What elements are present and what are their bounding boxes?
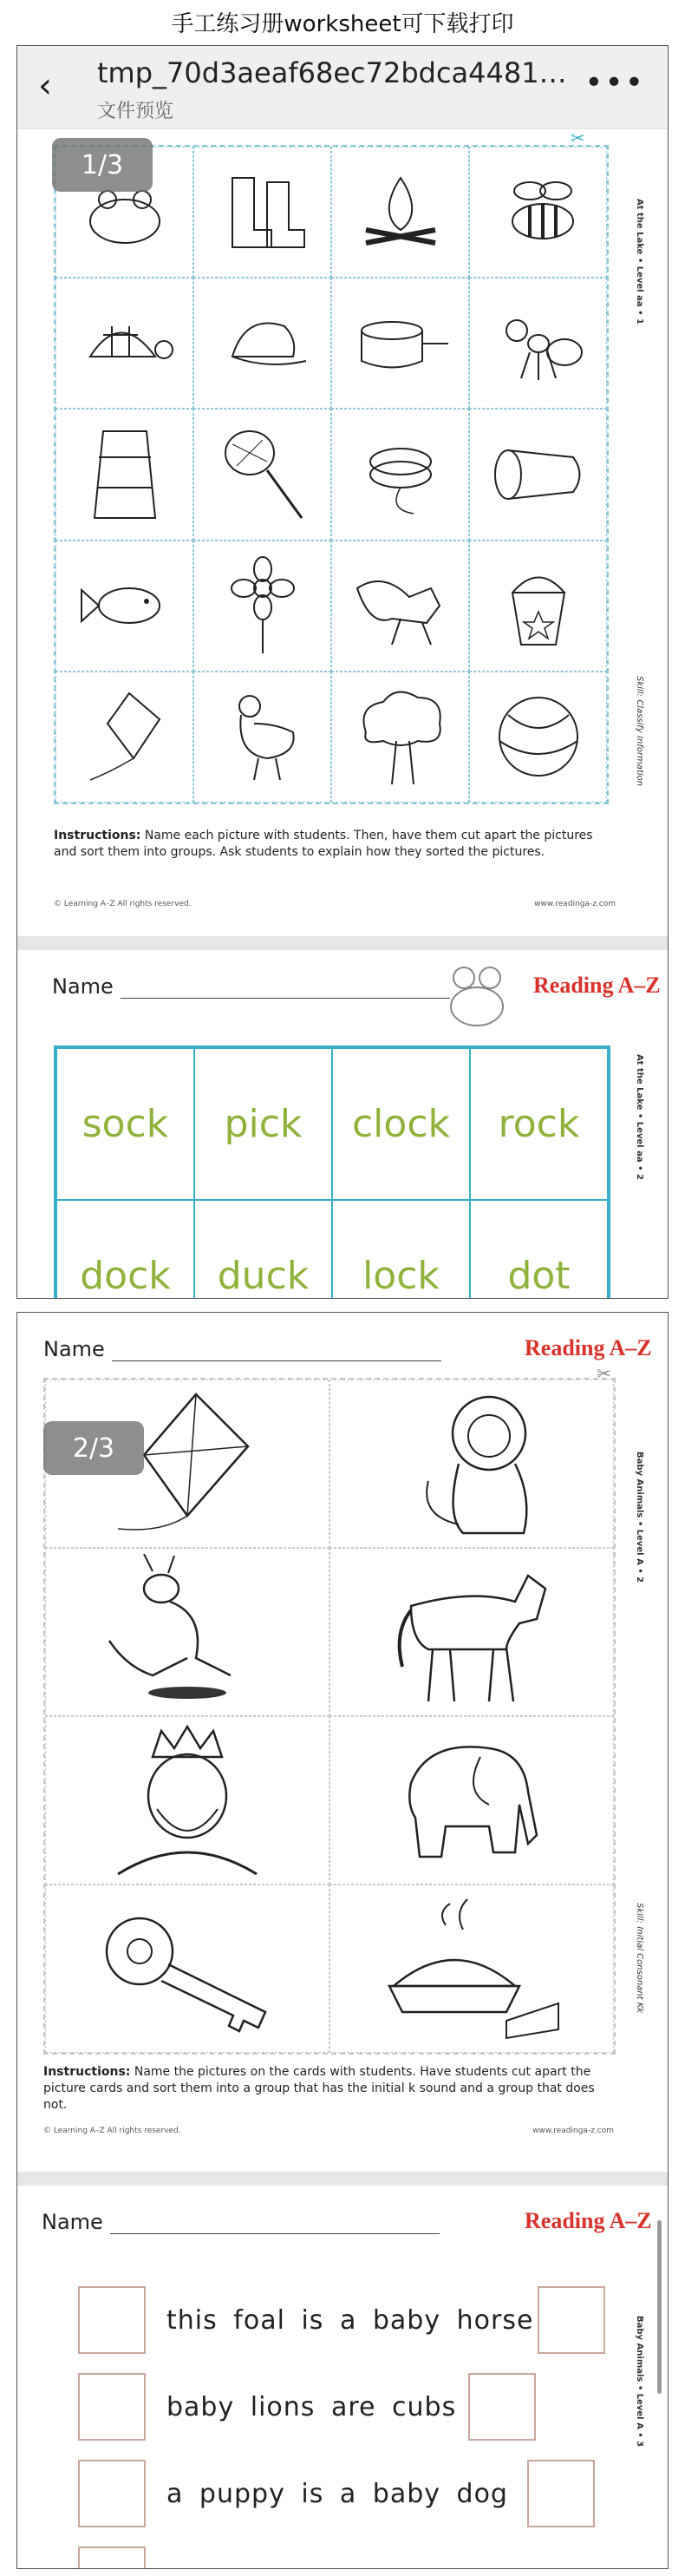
website: www.readinga-z.com [532,2127,614,2135]
picture-card [469,672,607,803]
tree-icon [349,685,453,789]
picture-card [329,1884,614,2053]
bee-icon [491,169,586,256]
website: www.readinga-z.com [534,900,616,908]
worksheet-page-4 [17,2186,668,2569]
instructions-label: Instructions: [54,829,141,842]
picture-card [469,541,607,672]
picture-card [331,278,469,409]
page-indicator: 1/3 [52,138,153,192]
page-indicator: 2/3 [43,1421,144,1475]
kangaroo-icon [92,1554,283,1710]
sentence-row [78,2373,607,2442]
duck-icon [215,685,310,789]
name-rule [112,1344,441,1361]
picture-card [55,278,193,409]
viewer-header [17,46,668,129]
king-icon [92,1722,283,1878]
campfire-icon [353,169,448,256]
side-skill-label: Skill: [635,676,644,697]
picture-card [331,147,469,278]
picture-card-grid [43,1378,616,2055]
brand-logo: Reading A–Z [525,2208,652,2233]
side-skill-text: Classify Information [635,699,644,787]
lion-icon [376,1386,567,1542]
picture-card [193,278,331,409]
flower-icon [215,554,310,658]
brand-logo: Reading A–Z [525,1335,652,1360]
sentence-text: baby lions are cubs [166,2392,457,2422]
elephant-icon [376,1722,567,1878]
name-rule [110,2217,440,2234]
side-title: Baby Animals • Level A • 3 [635,2316,644,2448]
picture-card [193,672,331,803]
boat-icon [77,423,173,527]
instructions [54,828,609,861]
answer-box[interactable] [78,2547,146,2569]
net-icon [215,423,310,527]
answer-box[interactable] [78,2460,146,2527]
turtle-icon [73,305,177,383]
side-skill [635,676,644,786]
picture-card [55,672,193,803]
word-card: clock [332,1048,470,1200]
more-options-icon[interactable]: ••• [584,65,645,101]
word-card: dock [56,1200,194,1299]
answer-box[interactable] [78,2286,146,2354]
name-rule [121,981,450,999]
page-separator [17,2172,668,2186]
name-label: Name [42,2210,103,2234]
picture-card [45,1548,329,1716]
pot-icon [349,305,453,383]
word-card: pick [194,1048,332,1200]
name-field [42,2210,440,2234]
instructions-text: Name the pictures on the cards with students. Have students cut apart the picture cards and sort them into a group that has the initial k sound and a group that does not. [43,2065,595,2112]
name-label: Name [52,974,114,999]
scissors-icon: ✂ [597,1363,611,1384]
word-card: dot [470,1200,608,1299]
top-caption: 手工练习册worksheet可下载打印 [171,10,514,37]
key-icon [92,1891,283,2047]
pie-icon [376,1891,567,2047]
frog-mascot-icon [442,959,512,1037]
instructions-label: Instructions: [43,2065,131,2079]
kite-icon [77,685,173,789]
horse-icon [376,1554,567,1710]
picture-card-grid [54,145,609,804]
sand-pail-icon [491,558,586,653]
boots-icon [215,169,310,256]
picture-card [45,1716,329,1884]
cap-icon [215,305,310,383]
copyright: © Learning A–Z All rights reserved. [43,2127,181,2135]
viewer-frame-1 [16,45,669,1299]
side-skill-text: Initial Consonant Kk [635,1926,644,2014]
word-card: lock [332,1200,470,1299]
page-separator [17,936,668,950]
picture-box [468,2373,536,2441]
sentence-row [78,2286,607,2356]
picture-card [331,409,469,540]
picture-card [193,409,331,540]
side-title: Baby Animals • Level A • 2 [635,1452,644,1583]
name-field [52,974,450,999]
picture-card [193,147,331,278]
fox-icon [349,562,453,649]
ball-icon [491,689,586,784]
name-field [43,1337,441,1361]
viewer-frame-2 [16,1312,669,2569]
instructions-text: Name each picture with students. Then, have them cut apart the pictures and sort them into groups. Ask students to explain how they sorted the pictures. [54,829,593,859]
answer-box[interactable] [78,2373,146,2441]
picture-card [331,672,469,803]
picture-card [45,1884,329,2053]
picture-card [329,1716,614,1884]
picture-card [469,409,607,540]
picture-box [538,2286,605,2354]
brand-logo: Reading A–Z [533,973,661,998]
side-title: At the Lake • Level aa • 2 [635,1054,644,1180]
worksheet-page-2 [17,950,668,1299]
picture-card [55,409,193,540]
instructions [43,2064,616,2114]
sentence-row [78,2460,607,2529]
picture-card [55,541,193,672]
worksheet-page-1 [17,129,668,936]
sentence-text: this foal is a baby horse [166,2305,534,2336]
back-icon[interactable]: ‹ [38,66,52,106]
word-card: sock [56,1048,194,1200]
picture-card [329,1380,614,1548]
word-card-grid [54,1045,610,1299]
picture-card [329,1548,614,1716]
picture-card [469,278,607,409]
side-skill [635,1903,644,2013]
fish-icon [77,571,173,640]
copyright: © Learning A–Z All rights reserved. [54,900,192,908]
word-card: rock [470,1048,608,1200]
side-title: At the Lake • Level aa • 1 [635,199,644,324]
worksheet-page-3 [17,1313,668,2172]
picture-card [331,541,469,672]
side-skill-label: Skill: [635,1903,644,1924]
sentence-row [78,2547,607,2569]
file-name: tmp_70d3aeaf68ec72bdca4481… [97,56,567,89]
yo-yo-icon [353,427,448,522]
scrollbar[interactable] [657,2220,662,2394]
scissors-icon: ✂ [571,128,585,148]
sentence-text: a puppy is a baby dog [166,2479,508,2509]
picture-box [527,2460,595,2527]
log-icon [486,436,590,514]
word-card: duck [194,1200,332,1299]
ant-icon [491,300,586,387]
name-label: Name [43,1337,105,1361]
picture-card [193,541,331,672]
picture-card [469,147,607,278]
file-subtitle: 文件预览 [97,101,174,122]
